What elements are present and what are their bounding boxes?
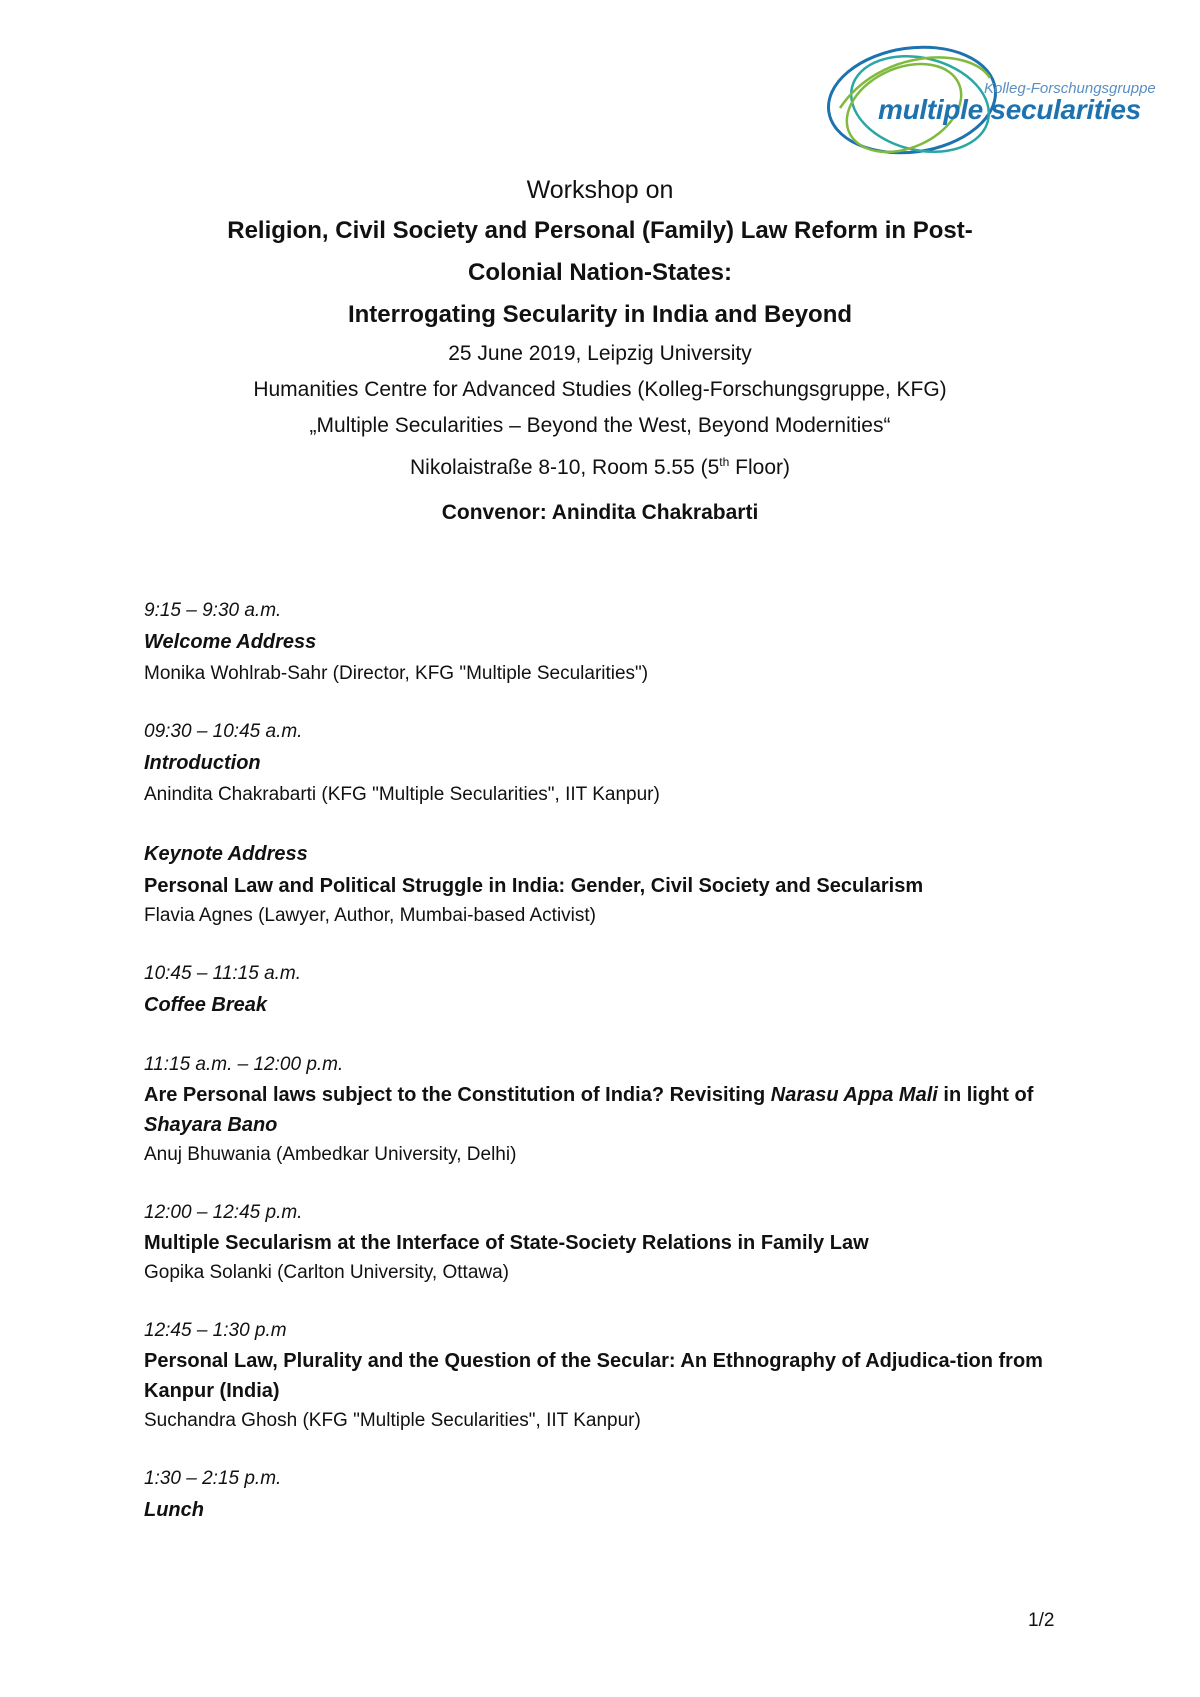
program-item — [144, 596, 1064, 689]
program-item — [144, 1198, 1064, 1288]
title-line-1: Religion, Civil Society and Personal (Family) Law Reform in Post- — [227, 217, 973, 244]
item-time: 12:45 – 1:30 p.m — [144, 1320, 287, 1341]
item-talk: Multiple Secularism at the Interface of State-Society Relations in Family Law — [144, 1232, 869, 1254]
program-item — [144, 1464, 1064, 1527]
title-line-3: Interrogating Secularity in India and Beyond — [347, 301, 853, 328]
logo-title: multiple secularities — [878, 94, 1141, 125]
item-time: 09:30 – 10:45 a.m. — [144, 721, 303, 742]
program-item — [144, 717, 1064, 810]
item-speaker: Gopika Solanki (Carlton University, Ottawa) — [144, 1262, 509, 1283]
item-label: Keynote Address — [144, 843, 308, 865]
convenor: Convenor: Anindita Chakrabarti — [441, 501, 759, 524]
talk-part: in light of — [937, 1084, 1034, 1106]
document-header — [100, 170, 1100, 530]
room-prefix: Nikolaistraße 8-10, Room 5.55 (5 — [409, 456, 720, 479]
item-time: 10:45 – 11:15 a.m. — [144, 963, 302, 984]
workshop-label: Workshop on — [526, 176, 674, 204]
item-speaker: Anindita Chakrabarti (KFG "Multiple Secularities", IIT Kanpur) — [144, 784, 660, 805]
item-label: Coffee Break — [144, 994, 268, 1016]
item-time: 9:15 – 9:30 a.m. — [144, 600, 282, 621]
program-name: „Multiple Secularities – Beyond the West, Beyond Modernities“ — [309, 414, 891, 437]
item-talk: Personal Law, Plurality and the Question of the Secular: An Ethnography of Adjudica-tion from Kanpur (India) — [144, 1350, 1043, 1402]
date-place: 25 June 2019, Leipzig University — [448, 342, 752, 365]
logo-subtitle: Kolleg-Forschungsgruppe — [984, 80, 1156, 97]
talk-case-name: Narasu Appa Mali — [770, 1084, 938, 1106]
item-label: Lunch — [144, 1499, 204, 1521]
item-time: 11:15 a.m. – 12:00 p.m. — [144, 1054, 344, 1075]
institute: Humanities Centre for Advanced Studies (Kolleg-Forschungsgruppe, KFG) — [253, 378, 947, 401]
item-talk — [144, 1080, 1064, 1140]
program-item — [144, 1316, 1064, 1436]
item-label: Introduction — [144, 752, 261, 774]
logo — [820, 38, 1170, 174]
page-number: 1/2 — [1028, 1610, 1055, 1631]
item-label: Welcome Address — [144, 631, 317, 653]
item-speaker: Monika Wohlrab-Sahr (Director, KFG "Multiple Secularities") — [144, 663, 649, 684]
item-speaker: Anuj Bhuwania (Ambedkar University, Delhi) — [144, 1144, 517, 1165]
program-item — [144, 838, 1064, 931]
talk-part: Are Personal laws subject to the Constitution of India? Revisiting — [144, 1084, 771, 1106]
talk-case-name: Shayara Bano — [144, 1114, 278, 1136]
room-suffix: Floor) — [729, 456, 790, 479]
room-superscript: th — [719, 455, 730, 469]
title-line-2: Colonial Nation-States: — [467, 259, 732, 286]
item-time: 12:00 – 12:45 p.m. — [144, 1202, 303, 1223]
program-list — [144, 596, 1064, 1555]
item-speaker: Flavia Agnes (Lawyer, Author, Mumbai-based Activist) — [144, 905, 596, 926]
room — [100, 444, 1100, 486]
program-item — [144, 959, 1064, 1022]
item-time: 1:30 – 2:15 p.m. — [144, 1468, 282, 1489]
item-talk: Personal Law and Political Struggle in India: Gender, Civil Society and Secularism — [144, 875, 924, 897]
item-speaker: Suchandra Ghosh (KFG "Multiple Secularities", IIT Kanpur) — [144, 1410, 641, 1431]
program-item — [144, 1050, 1064, 1170]
